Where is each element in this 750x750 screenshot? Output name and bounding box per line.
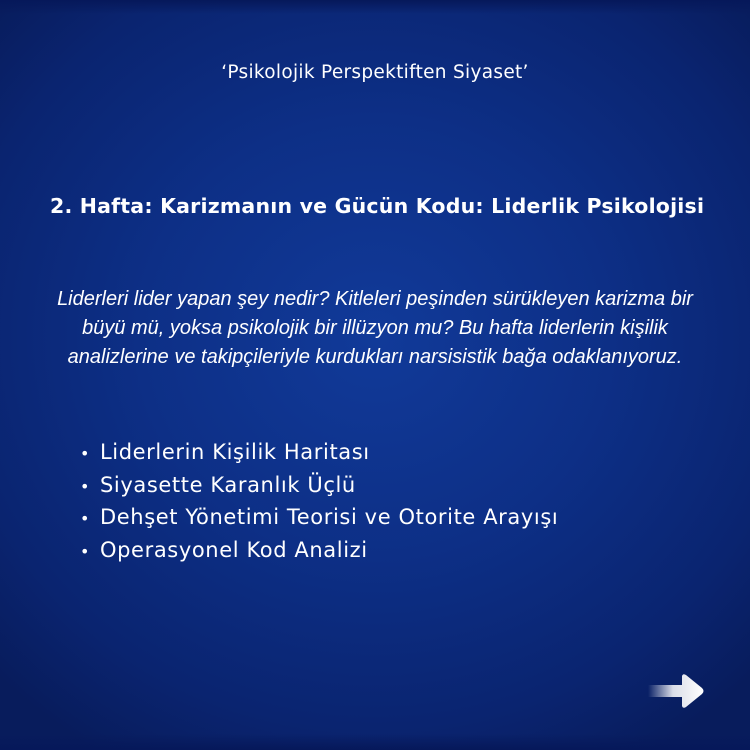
bullet: •: [80, 444, 91, 463]
topic-label: Operasyonel Kod Analizi: [100, 537, 368, 562]
topic-item: [80, 437, 720, 470]
topic-label: Dehşet Yönetimi Teorisi ve Otorite Arayışı: [100, 505, 559, 529]
topic-label: Siyasette Karanlık Üçlü: [100, 472, 356, 497]
intro-paragraph: Liderleri lider yapan şey nedir? Kitleleri peşinden sürükleyen karizma bir büyü mü, yoksa psikolojik bir illüzyon mu? Bu hafta liderlerin kişilik analizlerine ve takipçileriyle kurdukları narsisistik bağa odaklanıyoruz.: [57, 288, 693, 368]
bullet: •: [80, 476, 91, 496]
topic-item: [80, 470, 720, 503]
topic-list: [80, 437, 720, 567]
topic-item: [80, 502, 720, 535]
week-heading: 2. Hafta: Karizmanın ve Gücün Kodu: Liderlik Psikolojisi: [50, 194, 705, 218]
arrow-right-graphic: [646, 673, 706, 709]
bullet: •: [80, 541, 91, 561]
bullet: •: [80, 509, 91, 528]
arrow-right-icon[interactable]: [646, 673, 706, 709]
top-edge-band: [0, 0, 750, 14]
topic-label: Liderlerin Kişilik Haritası: [100, 440, 370, 464]
series-title: ‘Psikolojik Perspektiften Siyaset’: [221, 62, 529, 83]
topic-item: [80, 535, 720, 568]
bottom-edge-band: [0, 734, 750, 750]
